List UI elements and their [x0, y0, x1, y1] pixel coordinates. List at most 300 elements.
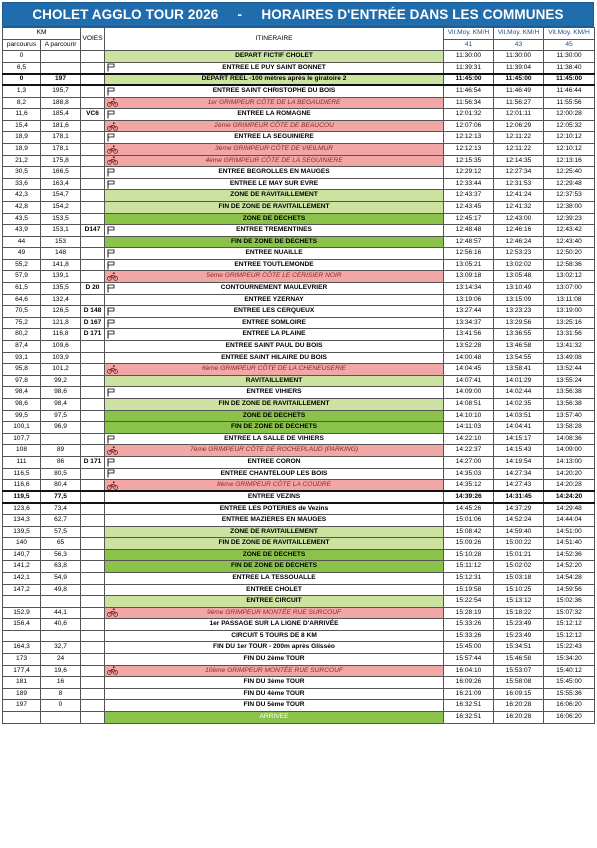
time-43-cell: 12:11:22 — [494, 143, 544, 155]
voie-cell — [81, 549, 105, 561]
km-a-parcourir-cell: 153,5 — [41, 213, 81, 225]
time-41-cell: 11:46:54 — [444, 85, 494, 97]
schedule-body — [3, 51, 595, 723]
time-41-cell: 14:35:12 — [444, 480, 494, 492]
table-row — [3, 213, 595, 225]
time-45-cell: 12:38:00 — [544, 201, 595, 213]
time-43-cell: 15:13:12 — [494, 596, 544, 608]
itineraire-header: ITINERAIRE — [105, 28, 444, 51]
voie-cell — [81, 491, 105, 503]
itineraire-cell — [105, 201, 444, 213]
speed-41-header: 41 — [444, 39, 494, 51]
km-parcourus-cell: 6,5 — [3, 62, 41, 74]
time-43-cell: 15:58:08 — [494, 677, 544, 689]
km-parcourus-cell: 147,2 — [3, 584, 41, 596]
time-41-cell: 13:05:21 — [444, 259, 494, 271]
speed-45-header: 45 — [544, 39, 595, 51]
km-parcourus-cell: 44 — [3, 236, 41, 248]
km-parcourus-cell — [3, 630, 41, 642]
voie-cell — [81, 259, 105, 271]
time-43-cell: 14:02:44 — [494, 387, 544, 399]
km-a-parcourir-cell: 98,4 — [41, 399, 81, 411]
itineraire-cell — [105, 317, 444, 329]
voie-cell — [81, 433, 105, 445]
voie-cell — [81, 375, 105, 387]
time-43-cell: 15:34:51 — [494, 642, 544, 654]
voie-cell — [81, 561, 105, 573]
km-parcourus-cell: 181 — [3, 677, 41, 689]
km-parcourus-cell: 142,1 — [3, 572, 41, 584]
table-row — [3, 677, 595, 689]
voie-cell — [81, 97, 105, 109]
voie-cell: D147 — [81, 225, 105, 237]
km-parcourus-cell: 108 — [3, 445, 41, 457]
km-parcourus-cell: 134,3 — [3, 514, 41, 526]
voie-cell — [81, 178, 105, 190]
time-43-cell: 14:03:51 — [494, 410, 544, 422]
km-a-parcourir-cell: 197 — [41, 74, 81, 86]
speed-header-2-label: Vit.Moy. KM/H — [494, 28, 544, 40]
time-43-cell: 13:29:56 — [494, 317, 544, 329]
table-row — [3, 584, 595, 596]
time-45-cell: 16:06:20 — [544, 700, 595, 712]
itineraire-cell — [105, 665, 444, 677]
time-41-cell: 11:45:00 — [444, 74, 494, 86]
km-a-parcourir-cell — [41, 712, 81, 724]
km-a-parcourir-cell: 73,4 — [41, 503, 81, 515]
km-parcourus-cell: 18,9 — [3, 132, 41, 144]
km-a-parcourir-cell: 139,1 — [41, 271, 81, 283]
time-45-cell: 12:43:42 — [544, 225, 595, 237]
km-parcourus-cell: 156,4 — [3, 619, 41, 631]
time-41-cell: 11:56:34 — [444, 97, 494, 109]
time-43-cell: 15:23:49 — [494, 619, 544, 631]
speed-header-1-label: Vit.Moy. KM/H — [444, 28, 494, 40]
km-a-parcourir-cell: 16 — [41, 677, 81, 689]
km-parcourus-cell: 0 — [3, 74, 41, 86]
itineraire-cell — [105, 167, 444, 179]
itineraire-label: CONTOURNEMENT MAULEVRIER — [220, 284, 328, 292]
cyclist-icon — [107, 445, 118, 456]
km-parcourus-cell: 57,9 — [3, 271, 41, 283]
time-41-cell: 12:01:32 — [444, 109, 494, 121]
voie-cell: D 148 — [81, 306, 105, 318]
time-45-cell: 14:29:48 — [544, 503, 595, 515]
time-45-cell: 13:07:00 — [544, 283, 595, 295]
time-41-cell: 14:22:10 — [444, 433, 494, 445]
time-45-cell: 14:51:00 — [544, 526, 595, 538]
time-41-cell: 12:43:45 — [444, 201, 494, 213]
km-a-parcourir-cell: 19,6 — [41, 665, 81, 677]
time-43-cell: 12:14:35 — [494, 155, 544, 167]
time-45-cell: 13:25:16 — [544, 317, 595, 329]
time-45-cell: 15:34:20 — [544, 654, 595, 666]
time-41-cell: 13:52:28 — [444, 341, 494, 353]
table-row — [3, 630, 595, 642]
time-41-cell: 15:08:42 — [444, 526, 494, 538]
table-row — [3, 607, 595, 619]
time-45-cell: 11:30:00 — [544, 51, 595, 63]
itineraire-label: ENTREE BEGROLLES EN MAUGES — [218, 168, 330, 176]
km-parcourus-cell: 70,5 — [3, 306, 41, 318]
time-41-cell: 16:32:51 — [444, 700, 494, 712]
time-41-cell: 12:33:44 — [444, 178, 494, 190]
itineraire-cell — [105, 143, 444, 155]
km-parcourus-cell: 197 — [3, 700, 41, 712]
table-row — [3, 97, 595, 109]
km-parcourus-cell: 18,9 — [3, 143, 41, 155]
km-parcourus-cell: 75,2 — [3, 317, 41, 329]
time-45-cell: 14:13:00 — [544, 456, 595, 468]
itineraire-cell — [105, 607, 444, 619]
km-a-parcourir-cell: 99,2 — [41, 375, 81, 387]
itineraire-label: ENTREE TOUTLEMONDE — [234, 260, 314, 268]
itineraire-label: ENTREE CIRCUIT — [246, 597, 302, 605]
cyclist-icon — [107, 364, 118, 375]
time-41-cell: 12:12:13 — [444, 143, 494, 155]
km-a-parcourir-cell: 178,1 — [41, 143, 81, 155]
time-45-cell: 14:52:36 — [544, 549, 595, 561]
time-43-cell: 15:46:58 — [494, 654, 544, 666]
km-a-parcourir-cell: 40,6 — [41, 619, 81, 631]
km-a-parcourir-cell: 163,4 — [41, 178, 81, 190]
time-43-cell: 14:15:17 — [494, 433, 544, 445]
time-45-cell: 13:02:12 — [544, 271, 595, 283]
time-41-cell: 16:04:10 — [444, 665, 494, 677]
itineraire-cell — [105, 584, 444, 596]
voie-cell — [81, 677, 105, 689]
km-parcourus-cell: 164,3 — [3, 642, 41, 654]
itineraire-label: ENTREE LES CERQUEUX — [233, 307, 315, 315]
km-parcourus-cell: 43,5 — [3, 213, 41, 225]
km-parcourus-cell: 152,9 — [3, 607, 41, 619]
voie-cell — [81, 445, 105, 457]
itineraire-cell — [105, 491, 444, 503]
km-parcourus-cell: 30,5 — [3, 167, 41, 179]
km-a-parcourir-cell: 54,9 — [41, 572, 81, 584]
table-row — [3, 364, 595, 376]
time-45-cell: 14:24:20 — [544, 491, 595, 503]
km-parcourus-cell: 107,7 — [3, 433, 41, 445]
itineraire-label: FIN DE ZONE DE RAVITAILLEMENT — [218, 202, 330, 210]
time-43-cell: 11:39:04 — [494, 62, 544, 74]
itineraire-label: FIN DE ZONE DE RAVITAILLEMENT — [218, 400, 330, 407]
time-41-cell: 12:45:17 — [444, 213, 494, 225]
time-45-cell: 15:07:32 — [544, 607, 595, 619]
time-43-cell: 15:02:02 — [494, 561, 544, 573]
cyclist-icon — [107, 608, 118, 619]
time-43-cell: 13:15:09 — [494, 294, 544, 306]
itineraire-label: ZONE DE RAVITAILLEMENT — [230, 191, 318, 199]
time-41-cell: 14:00:48 — [444, 352, 494, 364]
km-parcourus-cell: 61,5 — [3, 283, 41, 295]
voie-cell: D 171 — [81, 456, 105, 468]
cyclist-icon — [107, 121, 118, 132]
itineraire-cell — [105, 433, 444, 445]
speed-header-3-label: Vit.Moy. KM/H — [544, 28, 595, 40]
itineraire-cell — [105, 596, 444, 608]
voie-cell — [81, 294, 105, 306]
voie-cell — [81, 630, 105, 642]
time-45-cell: 16:06:20 — [544, 712, 595, 724]
time-43-cell: 12:53:23 — [494, 248, 544, 260]
itineraire-cell — [105, 62, 444, 74]
itineraire-cell — [105, 468, 444, 480]
itineraire-cell — [105, 213, 444, 225]
itineraire-cell — [105, 654, 444, 666]
time-43-cell: 14:59:40 — [494, 526, 544, 538]
itineraire-cell — [105, 178, 444, 190]
direction-sign-icon — [107, 225, 115, 236]
voie-cell — [81, 248, 105, 260]
time-45-cell: 14:20:20 — [544, 468, 595, 480]
time-41-cell: 12:15:35 — [444, 155, 494, 167]
time-43-cell: 15:23:49 — [494, 630, 544, 642]
voie-cell — [81, 74, 105, 86]
km-a-parcourir-cell: 56,3 — [41, 549, 81, 561]
time-43-cell: 14:04:41 — [494, 422, 544, 434]
itineraire-label: ENTREE NUAILLE — [245, 249, 303, 257]
km-parcourus-cell: 64,6 — [3, 294, 41, 306]
voie-cell — [81, 503, 105, 515]
voie-cell — [81, 85, 105, 97]
time-41-cell: 11:39:31 — [444, 62, 494, 74]
voie-cell — [81, 167, 105, 179]
itineraire-label: ENTREE TREMENTINES — [236, 226, 312, 234]
table-row — [3, 433, 595, 445]
km-parcourus-cell — [3, 596, 41, 608]
time-45-cell: 12:25:40 — [544, 167, 595, 179]
voie-cell — [81, 352, 105, 364]
time-43-cell: 12:27:34 — [494, 167, 544, 179]
time-45-cell: 14:59:56 — [544, 584, 595, 596]
time-45-cell: 13:57:40 — [544, 410, 595, 422]
table-row — [3, 480, 595, 492]
time-41-cell: 12:56:16 — [444, 248, 494, 260]
km-a-parcourir-cell: 153,1 — [41, 225, 81, 237]
time-43-cell: 11:46:49 — [494, 85, 544, 97]
time-41-cell: 14:10:10 — [444, 410, 494, 422]
time-43-cell: 11:30:00 — [494, 51, 544, 63]
itineraire-cell — [105, 236, 444, 248]
time-43-cell: 14:31:45 — [494, 491, 544, 503]
time-43-cell: 12:46:24 — [494, 236, 544, 248]
itineraire-label: ENTREE SAINT CHRISTOPHE DU BOIS — [212, 87, 336, 95]
km-a-parcourir-cell: 109,6 — [41, 341, 81, 353]
time-45-cell: 12:10:12 — [544, 143, 595, 155]
itineraire-label: ZONE DE DECHETS — [242, 214, 306, 222]
time-43-cell: 14:37:29 — [494, 503, 544, 515]
table-row — [3, 178, 595, 190]
km-parcourus-cell: 141,2 — [3, 561, 41, 573]
time-41-cell: 15:12:31 — [444, 572, 494, 584]
voie-cell — [81, 665, 105, 677]
time-41-cell: 14:35:03 — [444, 468, 494, 480]
itineraire-cell — [105, 259, 444, 271]
itineraire-label: ENTREE CHOLET — [246, 585, 302, 593]
table-row — [3, 109, 595, 121]
time-41-cell: 12:29:12 — [444, 167, 494, 179]
time-41-cell: 13:27:44 — [444, 306, 494, 318]
table-row — [3, 120, 595, 132]
itineraire-label: ARRIVEE — [259, 713, 289, 721]
km-a-parcourir-cell: 121,8 — [41, 317, 81, 329]
itineraire-label: FIN DU 5ème TOUR — [243, 701, 305, 709]
time-41-cell: 13:09:18 — [444, 271, 494, 283]
itineraire-label: FIN DU 4ème TOUR — [243, 689, 305, 697]
voies-header: VOIES — [81, 28, 105, 51]
direction-sign-icon — [107, 318, 115, 329]
speed-43-header: 43 — [494, 39, 544, 51]
itineraire-label: 6ème GRIMPEUR CÔTE DE LA CHENEUSERIE — [201, 365, 347, 373]
table-row — [3, 549, 595, 561]
km-a-parcourir-cell — [41, 62, 81, 74]
time-43-cell: 13:36:55 — [494, 329, 544, 341]
time-41-cell: 15:19:58 — [444, 584, 494, 596]
km-a-parcourir-cell: 132,4 — [41, 294, 81, 306]
itineraire-label: ENTREE MAZIERES EN MAUGES — [221, 515, 327, 523]
voie-cell — [81, 422, 105, 434]
voie-cell — [81, 607, 105, 619]
itineraire-label: ENTREE LA TESSOUALLE — [232, 573, 316, 581]
itineraire-cell — [105, 364, 444, 376]
time-45-cell: 12:58:36 — [544, 259, 595, 271]
voie-cell — [81, 596, 105, 608]
time-45-cell: 12:05:32 — [544, 120, 595, 132]
time-41-cell: 15:10:28 — [444, 549, 494, 561]
km-parcourus-cell: 119,5 — [3, 491, 41, 503]
km-parcourus-cell: 140,7 — [3, 549, 41, 561]
km-a-parcourir-cell: 185,4 — [41, 109, 81, 121]
itineraire-label: ENTREE LA SALLE DE VIHIERS — [224, 434, 324, 442]
itineraire-label: FIN DU 2ème TOUR — [243, 655, 305, 663]
itineraire-label: ENTREE LA ROMAGNE — [237, 110, 311, 118]
time-41-cell: 16:09:26 — [444, 677, 494, 689]
time-43-cell: 12:31:53 — [494, 178, 544, 190]
itineraire-label: ENTREE LE MAY SUR EVRE — [229, 179, 319, 187]
itineraire-cell — [105, 456, 444, 468]
voie-cell — [81, 654, 105, 666]
time-41-cell: 14:11:03 — [444, 422, 494, 434]
table-row — [3, 596, 595, 608]
itineraire-cell — [105, 283, 444, 295]
time-41-cell: 14:04:45 — [444, 364, 494, 376]
table-row — [3, 468, 595, 480]
direction-sign-icon — [107, 167, 115, 178]
time-45-cell: 13:55:24 — [544, 375, 595, 387]
time-41-cell: 12:48:48 — [444, 225, 494, 237]
km-parcourus-cell: 21,2 — [3, 155, 41, 167]
itineraire-label: FIN DE ZONE DE DECHETS — [230, 237, 318, 245]
km-parcourus-cell: 97,8 — [3, 375, 41, 387]
direction-sign-icon — [107, 260, 115, 271]
time-43-cell: 14:01:29 — [494, 375, 544, 387]
km-a-parcourir-cell: 89 — [41, 445, 81, 457]
km-a-parcourir-cell: 0 — [41, 700, 81, 712]
itineraire-cell — [105, 572, 444, 584]
itineraire-cell — [105, 85, 444, 97]
time-45-cell: 12:50:20 — [544, 248, 595, 260]
time-43-cell: 14:27:34 — [494, 468, 544, 480]
itineraire-cell — [105, 74, 444, 86]
time-43-cell: 16:20:28 — [494, 712, 544, 724]
km-a-parcourir-cell: 141,8 — [41, 259, 81, 271]
km-a-parcourir-cell: 148 — [41, 248, 81, 260]
itineraire-cell — [105, 329, 444, 341]
km-parcourus-cell: 123,6 — [3, 503, 41, 515]
km-a-parcourir-cell: 62,7 — [41, 514, 81, 526]
time-45-cell: 15:40:12 — [544, 665, 595, 677]
table-row — [3, 445, 595, 457]
table-row — [3, 225, 595, 237]
itineraire-label: FIN DE ZONE DE DECHETS — [230, 423, 318, 431]
km-a-parcourir-cell: 135,5 — [41, 283, 81, 295]
voie-cell — [81, 51, 105, 63]
itineraire-cell — [105, 712, 444, 724]
km-parcourus-cell: 43,9 — [3, 225, 41, 237]
table-row — [3, 62, 595, 74]
time-45-cell: 13:41:32 — [544, 341, 595, 353]
time-41-cell: 12:07:06 — [444, 120, 494, 132]
voie-cell — [81, 642, 105, 654]
km-parcourus-cell: 33,6 — [3, 178, 41, 190]
time-45-cell: 14:08:36 — [544, 433, 595, 445]
voie-cell — [81, 62, 105, 74]
time-43-cell: 14:52:24 — [494, 514, 544, 526]
itineraire-cell — [105, 399, 444, 411]
km-a-parcourir-cell: 188,8 — [41, 97, 81, 109]
time-43-cell: 12:46:16 — [494, 225, 544, 237]
itineraire-label: 4ème GRIMPEUR CÔTE DE LA SEGUINIERE — [205, 156, 343, 164]
itineraire-label: ENTREE CHANTELOUP LES BOIS — [220, 469, 328, 477]
table-row — [3, 538, 595, 550]
itineraire-label: ENTREE LE PUY SAINT BONNET — [222, 63, 326, 71]
table-row — [3, 85, 595, 97]
km-a-parcourir-cell: 80,4 — [41, 480, 81, 492]
direction-sign-icon — [107, 469, 115, 480]
time-45-cell: 12:37:53 — [544, 190, 595, 202]
itineraire-cell — [105, 155, 444, 167]
direction-sign-icon — [107, 63, 115, 73]
time-45-cell: 15:12:12 — [544, 630, 595, 642]
table-row — [3, 526, 595, 538]
time-43-cell: 14:19:54 — [494, 456, 544, 468]
time-43-cell: 15:03:18 — [494, 572, 544, 584]
time-41-cell: 14:09:00 — [444, 387, 494, 399]
km-parcourus-cell: 49 — [3, 248, 41, 260]
table-row — [3, 341, 595, 353]
km-parcourus-cell: 42,8 — [3, 201, 41, 213]
time-43-cell: 16:09:15 — [494, 688, 544, 700]
time-41-cell: 15:11:12 — [444, 561, 494, 573]
direction-sign-icon — [107, 306, 115, 317]
table-row — [3, 572, 595, 584]
table-row — [3, 248, 595, 260]
itineraire-label: ENTREE LA PLAINE — [242, 330, 306, 338]
table-row — [3, 317, 595, 329]
km-parcourus-cell: 1,3 — [3, 85, 41, 97]
time-43-cell: 12:06:29 — [494, 120, 544, 132]
itineraire-label: 1er GRIMPEUR CÔTE DE LA BEGAUDIERE — [207, 98, 341, 106]
time-45-cell: 12:00:28 — [544, 109, 595, 121]
km-a-parcourir-cell: 175,8 — [41, 155, 81, 167]
table-row — [3, 132, 595, 144]
time-45-cell: 14:52:20 — [544, 561, 595, 573]
itineraire-cell — [105, 387, 444, 399]
time-43-cell: 13:23:23 — [494, 306, 544, 318]
table-row — [3, 375, 595, 387]
direction-sign-icon — [107, 132, 115, 143]
